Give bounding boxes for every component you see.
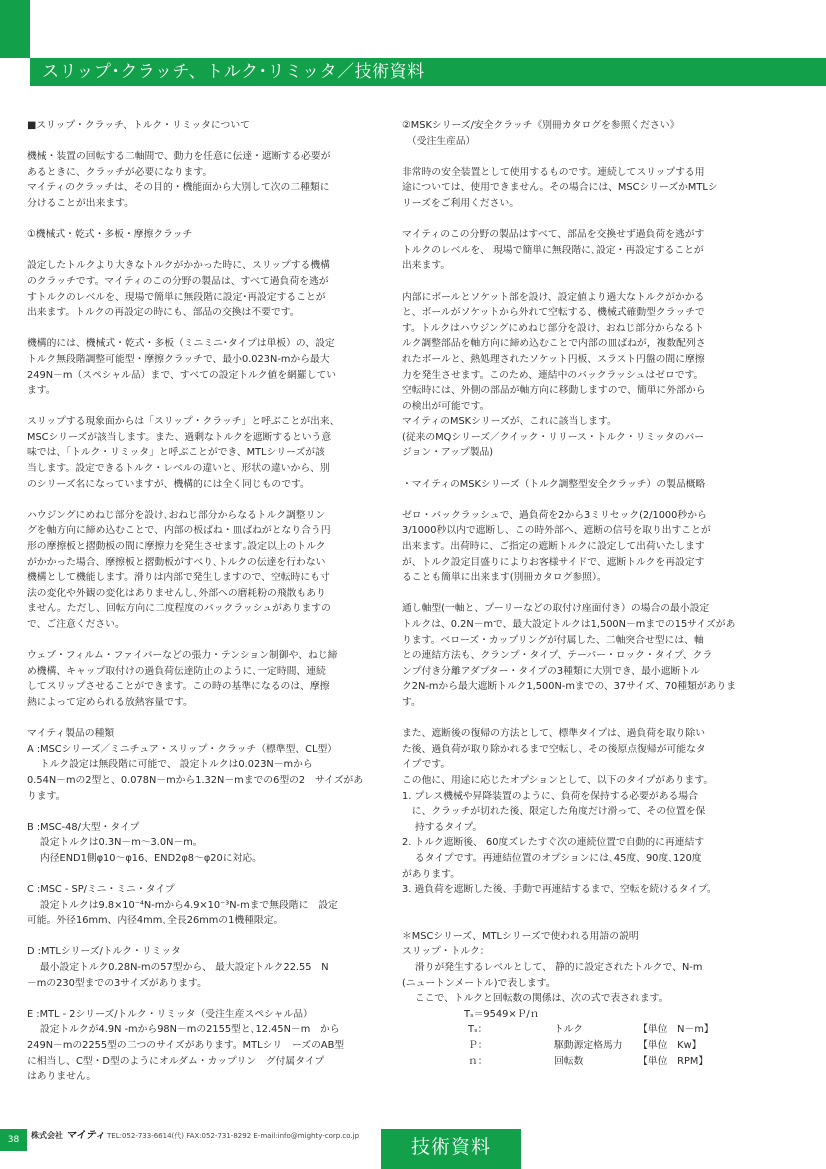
text-line: のクラッチです。マイティのこの分野の製品は、すべて過負荷を逃が [27, 275, 329, 287]
text-line: 設定トルクが4.9N -mから98N－mの2155型と､12.45N－m から [27, 1024, 340, 1036]
text-line: 可能。外径16mm、内径4mm､全長26mmの1機種限定。 [27, 915, 284, 927]
blank-line [27, 399, 372, 415]
text-line: 熱によって定められる放熱容量です。 [27, 696, 193, 708]
text-line: のシリーズ名になっていますが、機構的には全く同じものです。 [27, 478, 310, 490]
text-line: 分けることが出来ます。 [27, 197, 134, 209]
text-line: ウェブ・フィルム・ファイバーなどの張力・テンション制御や、ねじ締 [27, 650, 338, 662]
text-line: 出来ます。 [402, 260, 451, 272]
text-line: れたボールと、熱処理されたソケット円板、スラスト円盤の間に摩擦 [402, 353, 705, 365]
text-line: 力を発生させます。このため、連結中のバックラッシュはゼロです。 [402, 369, 704, 381]
text-line: 非常時の安全装置として使用するものです。連続してスリップする用 [402, 166, 705, 178]
blank-line [402, 898, 747, 914]
blank-line [27, 633, 372, 649]
company-prefix: 株式会社 [31, 1131, 63, 1140]
page-title: スリップ･クラッチ、トルク･リミッタ／技術資料 [30, 58, 826, 86]
text-line: がかかった場合、摩擦板と摺動板がすべり､トルクの伝達を行わない [27, 556, 326, 568]
text-line: 途については、使用できません。その場合には、MSCシリーズかMTLシ [402, 182, 718, 194]
blank-line [27, 929, 372, 945]
text-line: があります。 [402, 868, 460, 880]
blank-line [402, 586, 747, 602]
text-line: 出来ます。出荷時に、ご指定の遮断トルクに設定して出荷いたします [402, 541, 705, 553]
text-line: 機構的には、機械式・乾式・多板（ミニミニ･タイプは単板）の、設定 [27, 338, 335, 350]
text-line: ます。 [27, 385, 56, 397]
blank-line [402, 274, 747, 290]
blank-line [27, 991, 372, 1007]
blank-line [27, 711, 372, 727]
text-line: 出来ます。トルクの再設定の時にも、部品の交換は不要です。 [27, 307, 300, 319]
blank-line [402, 149, 747, 165]
right-column [402, 118, 747, 1069]
text-line: 空転時には、外側の部品が軸方向に移動しますので、簡単に外部から [402, 385, 706, 397]
definition-symbol: Tₛ： [468, 1024, 488, 1036]
text-line: 機械・装置の回転する二軸間で、動力を任意に伝達・遮断する必要が [27, 151, 331, 163]
definition-name: トルク [554, 1024, 584, 1036]
text-line: トルクのレベルを、 現場で簡単に無段階に､設定・再設定することが [402, 244, 704, 256]
text-line: ません。ただし、回転方向に二度程度のバックラッシュがありますの [27, 603, 331, 615]
left-column [27, 118, 372, 1085]
text-line: マイティのクラッチは、その目的・機能面から大別して次の二種類に [27, 182, 330, 194]
text-line: してスリップさせることができます。この時の基準になるのは、摩擦 [27, 681, 330, 693]
text-line: マイティ製品の種類 [27, 728, 115, 740]
text-line: ることも簡単に出来ます(別冊カタログ参照）。 [402, 572, 607, 584]
text-line: 持するタイプ。 [402, 821, 483, 833]
text-line: が、トルク設定目盛りによりお客様サイドで、遮断トルクを再設定す [402, 556, 705, 568]
text-line: 1. プレス機械や昇降装置のように、負荷を保持する必要がある場合 [402, 790, 698, 802]
text-line: 法の変化や外観の変化はありませんし､外部への磨耗粉の飛散もあり [27, 587, 326, 599]
text-line: た後、過負荷が取り除かれるまで空転し、その後原点復帰が可能なタ [402, 743, 706, 755]
blank-line [402, 711, 747, 727]
text-line: B :MSC-48/大型・タイプ [27, 821, 140, 833]
blank-line [402, 913, 747, 929]
text-line: C :MSC - SP/ミニ・ミニ・タイプ [27, 884, 175, 896]
text-line: リーズをご利用ください。 [402, 197, 520, 209]
text-line: E :MTL - 2シリーズ/トルク・リミッタ（受注生産スペシャル品） [27, 1008, 313, 1020]
text-line: 249N－mの2255型の二つのサイズがあります。MTLシリ ーズのAB型 [27, 1040, 345, 1052]
text-line: マイティのMSKシリーズが、これに該当します。 [402, 416, 617, 428]
text-line: トルクは、0.2N－mで、最大設定トルクは1,500N－mまでの15サイズがあ [402, 619, 736, 630]
footer-section-label: 技術資料 [381, 1129, 521, 1169]
text-line: ①機械式・乾式・多板・摩擦クラッチ [27, 229, 193, 241]
text-line: あるときに、クラッチが必要になります。 [27, 166, 213, 178]
text-line: (ニュートンメートル)で表します。 [402, 977, 556, 989]
torque-formula: Tₛ＝9549×Ｐ/ｎ [464, 1008, 540, 1020]
text-line: ク2N-mから最大遮断トルク1,500N-mまでの、37サイズ、70種類がありま [402, 681, 737, 693]
page-number: 38 [0, 1129, 27, 1151]
corner-tab [0, 0, 30, 58]
text-line: るタイプです。再連結位置のオプションには､45度、90度､120度 [402, 852, 702, 864]
blank-line [27, 492, 372, 508]
blank-line [27, 321, 372, 337]
text-line: との連結方法も、クランプ・タイプ、テーパー・ロック・タイプ、クラ [402, 650, 713, 662]
blank-line [27, 867, 372, 883]
text-line: 3/1000秒以内で遮断し、この時外部へ、遮断の信号を取り出すことが [402, 525, 711, 537]
text-line: す。トルクはハウジングにめねじ部分を設け、おねじ部分からなるト [402, 322, 704, 334]
text-line: に相当し、C型・D型のようにオルダム・カップリン グ付属タイプ [27, 1055, 325, 1067]
definition-name: 駆動源定格馬力 [554, 1040, 623, 1052]
definition-name: 回転数 [554, 1055, 584, 1067]
definition-unit: 【単位 Kw】 [638, 1040, 702, 1052]
text-line: ルク調整部品を軸方向に締め込むことで内部の皿ばねが，複数配列さ [402, 338, 706, 350]
text-line: ります。ベローズ・カップリングが付属した、二軸突合せ型には、軸 [402, 634, 704, 646]
text-line: 設定トルクは9.8×10⁻⁴N-mから4.9×10⁻³N-mまで無段階に 設定 [27, 899, 338, 911]
formula-definitions [468, 1022, 718, 1069]
text-line: 滑りが発生するレベルとして、 静的に設定されたトルクで、N-m [402, 962, 703, 974]
text-line: MSCシリーズが該当します。また、過剰なトルクを遮断するという意 [27, 431, 332, 443]
text-line: グを軸方向に締め込むことで、内部の板ばね・皿ばねがとなり合う円 [27, 525, 331, 537]
text-line: マイティのこの分野の製品はすべて、部品を交換せず過負荷を逃がす [402, 229, 705, 241]
text-line: はありません。 [27, 1071, 97, 1083]
blank-line [402, 461, 747, 477]
text-line: ・マイティのMSKシリーズ（トルク調整型安全クラッチ）の製品概略 [402, 478, 706, 490]
text-line: と、ボールがソケットから外れて空転する、機械式確動型クラッチで [402, 307, 705, 319]
text-line: ②MSKシリーズ/安全クラッチ《別冊カタログを参照ください》 [402, 120, 680, 131]
blank-line [27, 804, 372, 820]
definition-row [468, 1054, 718, 1070]
blank-line [402, 492, 747, 508]
text-line: D :MTLシリーズ/トルク・リミッタ [27, 946, 181, 958]
text-line: ＊MSCシリーズ、MTLシリーズで使われる用語の説明 [402, 930, 639, 942]
text-line: 3. 過負荷を遮断した後、手動で再連結するまで、空転を続けるタイプ。 [402, 884, 717, 896]
text-line: トルク設定は無段階に可能で、 設定トルクは0.023N－mから [27, 759, 313, 771]
text-line: この他に、用途に応じたオプションとして、以下のタイプがあります。 [402, 774, 714, 786]
blank-line [27, 212, 372, 228]
text-line: 設定したトルクより大きなトルクがかかった時に、スリップする機構 [27, 260, 330, 272]
text-line: すトルクのレベルを、現場で簡単に無段階に設定･再設定することが [27, 291, 326, 303]
text-line: 通し軸型(一軸と、プーリーなどの取付け座面付き）の場合の最小設定 [402, 603, 710, 615]
contact-info: TEL:052-733-6614(代) FAX:052-731-8292 E-mail:info@mighty-corp.co.jp [107, 1132, 360, 1140]
text-line: 機構として機能します。滑りは内部で発生しますので、空転時にも寸 [27, 572, 330, 584]
text-line: ここで、トルクと回転数の関係は、次の式で表されます。 [402, 993, 669, 1005]
text-line: 内径END1側φ10～φ16、END2φ8～φ20に対応。 [27, 852, 262, 864]
text-line: 内部にボールとソケット部を設け、設定値より過大なトルクがかかる [402, 291, 705, 303]
text-line: ンプ付き分離アダプター・タイプの3種類に大別でき、最小遮断トル [402, 665, 700, 677]
text-line: 2. トルク遮断後、 60度ズレたすぐ次の連続位置で自動的に再連結す [402, 837, 705, 849]
blank-line [27, 243, 372, 259]
text-line: 当します。設定できるトルク・レベルの違いと、形状の違いから、別 [27, 463, 330, 475]
text-line: ジョン・アップ製品) [402, 447, 494, 459]
text-line: スリップする現象面からは「スリップ・クラッチ」と呼ぶことが出来、 [27, 416, 340, 428]
text-line: （受注生産品） [402, 135, 476, 147]
text-line: A :MSCシリーズ／ミニチュア・スリップ・クラッチ（標準型、CL型） [27, 743, 338, 755]
blank-line [27, 134, 372, 150]
text-line: －mの230型までの3サイズがあります。 [27, 977, 207, 989]
blank-line [402, 212, 747, 228]
text-line: 最小設定トルク0.28N-mの57型から、 最大設定トルク22.55 N [27, 962, 329, 974]
definition-symbol: ｎ： [468, 1055, 488, 1067]
text-line: 0.54N－mの2型と、0.078N－mから1.32N－mまでの6型の2 サイズがあ [27, 774, 364, 786]
definition-row [468, 1038, 718, 1054]
text-line: イプです。 [402, 759, 451, 771]
text-line: トルク無段階調整可能型・摩擦クラッチで、最小0.023N-mから最大 [27, 353, 330, 365]
text-line: 形の摩擦板と摺動板の間に摩擦力を発生させます｡設定以上のトルク [27, 541, 326, 553]
text-line: の検出が可能です。 [402, 400, 490, 412]
text-line: 味では、「トルク・リミッタ」と呼ぶことができ、MTLシリーズが該 [27, 447, 325, 459]
text-line: す。 [402, 696, 421, 708]
text-line: 設定トルクは0.3N－m～3.0N－m。 [27, 837, 203, 849]
text-line: に、クラッチが切れた後、限定した角度だけ滑って、その位置を保 [402, 806, 706, 818]
company-logo: マイティ [66, 1130, 105, 1141]
definition-unit: 【単位 RPM】 [638, 1055, 709, 1067]
text-line: め機構、キャップ取付けの過負荷伝達防止のように､一定時間、連続 [27, 665, 326, 677]
text-line: ■スリップ・クラッチ、トルク・リミッタについて [27, 120, 250, 131]
text-line: で、ご注意ください。 [27, 619, 125, 630]
text-line: ゼロ・バックラッシュで、過負荷を2から3ミリセック(2/1000秒から [402, 509, 707, 521]
text-line: 249N－m（スペシャル品）まで、すべての設定トルク値を網羅してい [27, 369, 337, 381]
definition-symbol: Ｐ： [468, 1040, 488, 1052]
definition-unit: 【単位 N－m】 [638, 1024, 714, 1036]
text-line: ハウジングにめねじ部分を設け､おねじ部分からなるトルク調整リン [27, 509, 326, 521]
definition-row [468, 1022, 718, 1038]
text-line: ります。 [27, 790, 66, 802]
text-line: また、遮断後の復帰の方法として、標準タイプは、過負荷を取り除い [402, 728, 706, 740]
text-line: (従来のMQシリーズ／クイック・リリース・トルク・リミッタのバー [402, 431, 705, 443]
text-line: スリップ・トルク： [402, 946, 490, 958]
